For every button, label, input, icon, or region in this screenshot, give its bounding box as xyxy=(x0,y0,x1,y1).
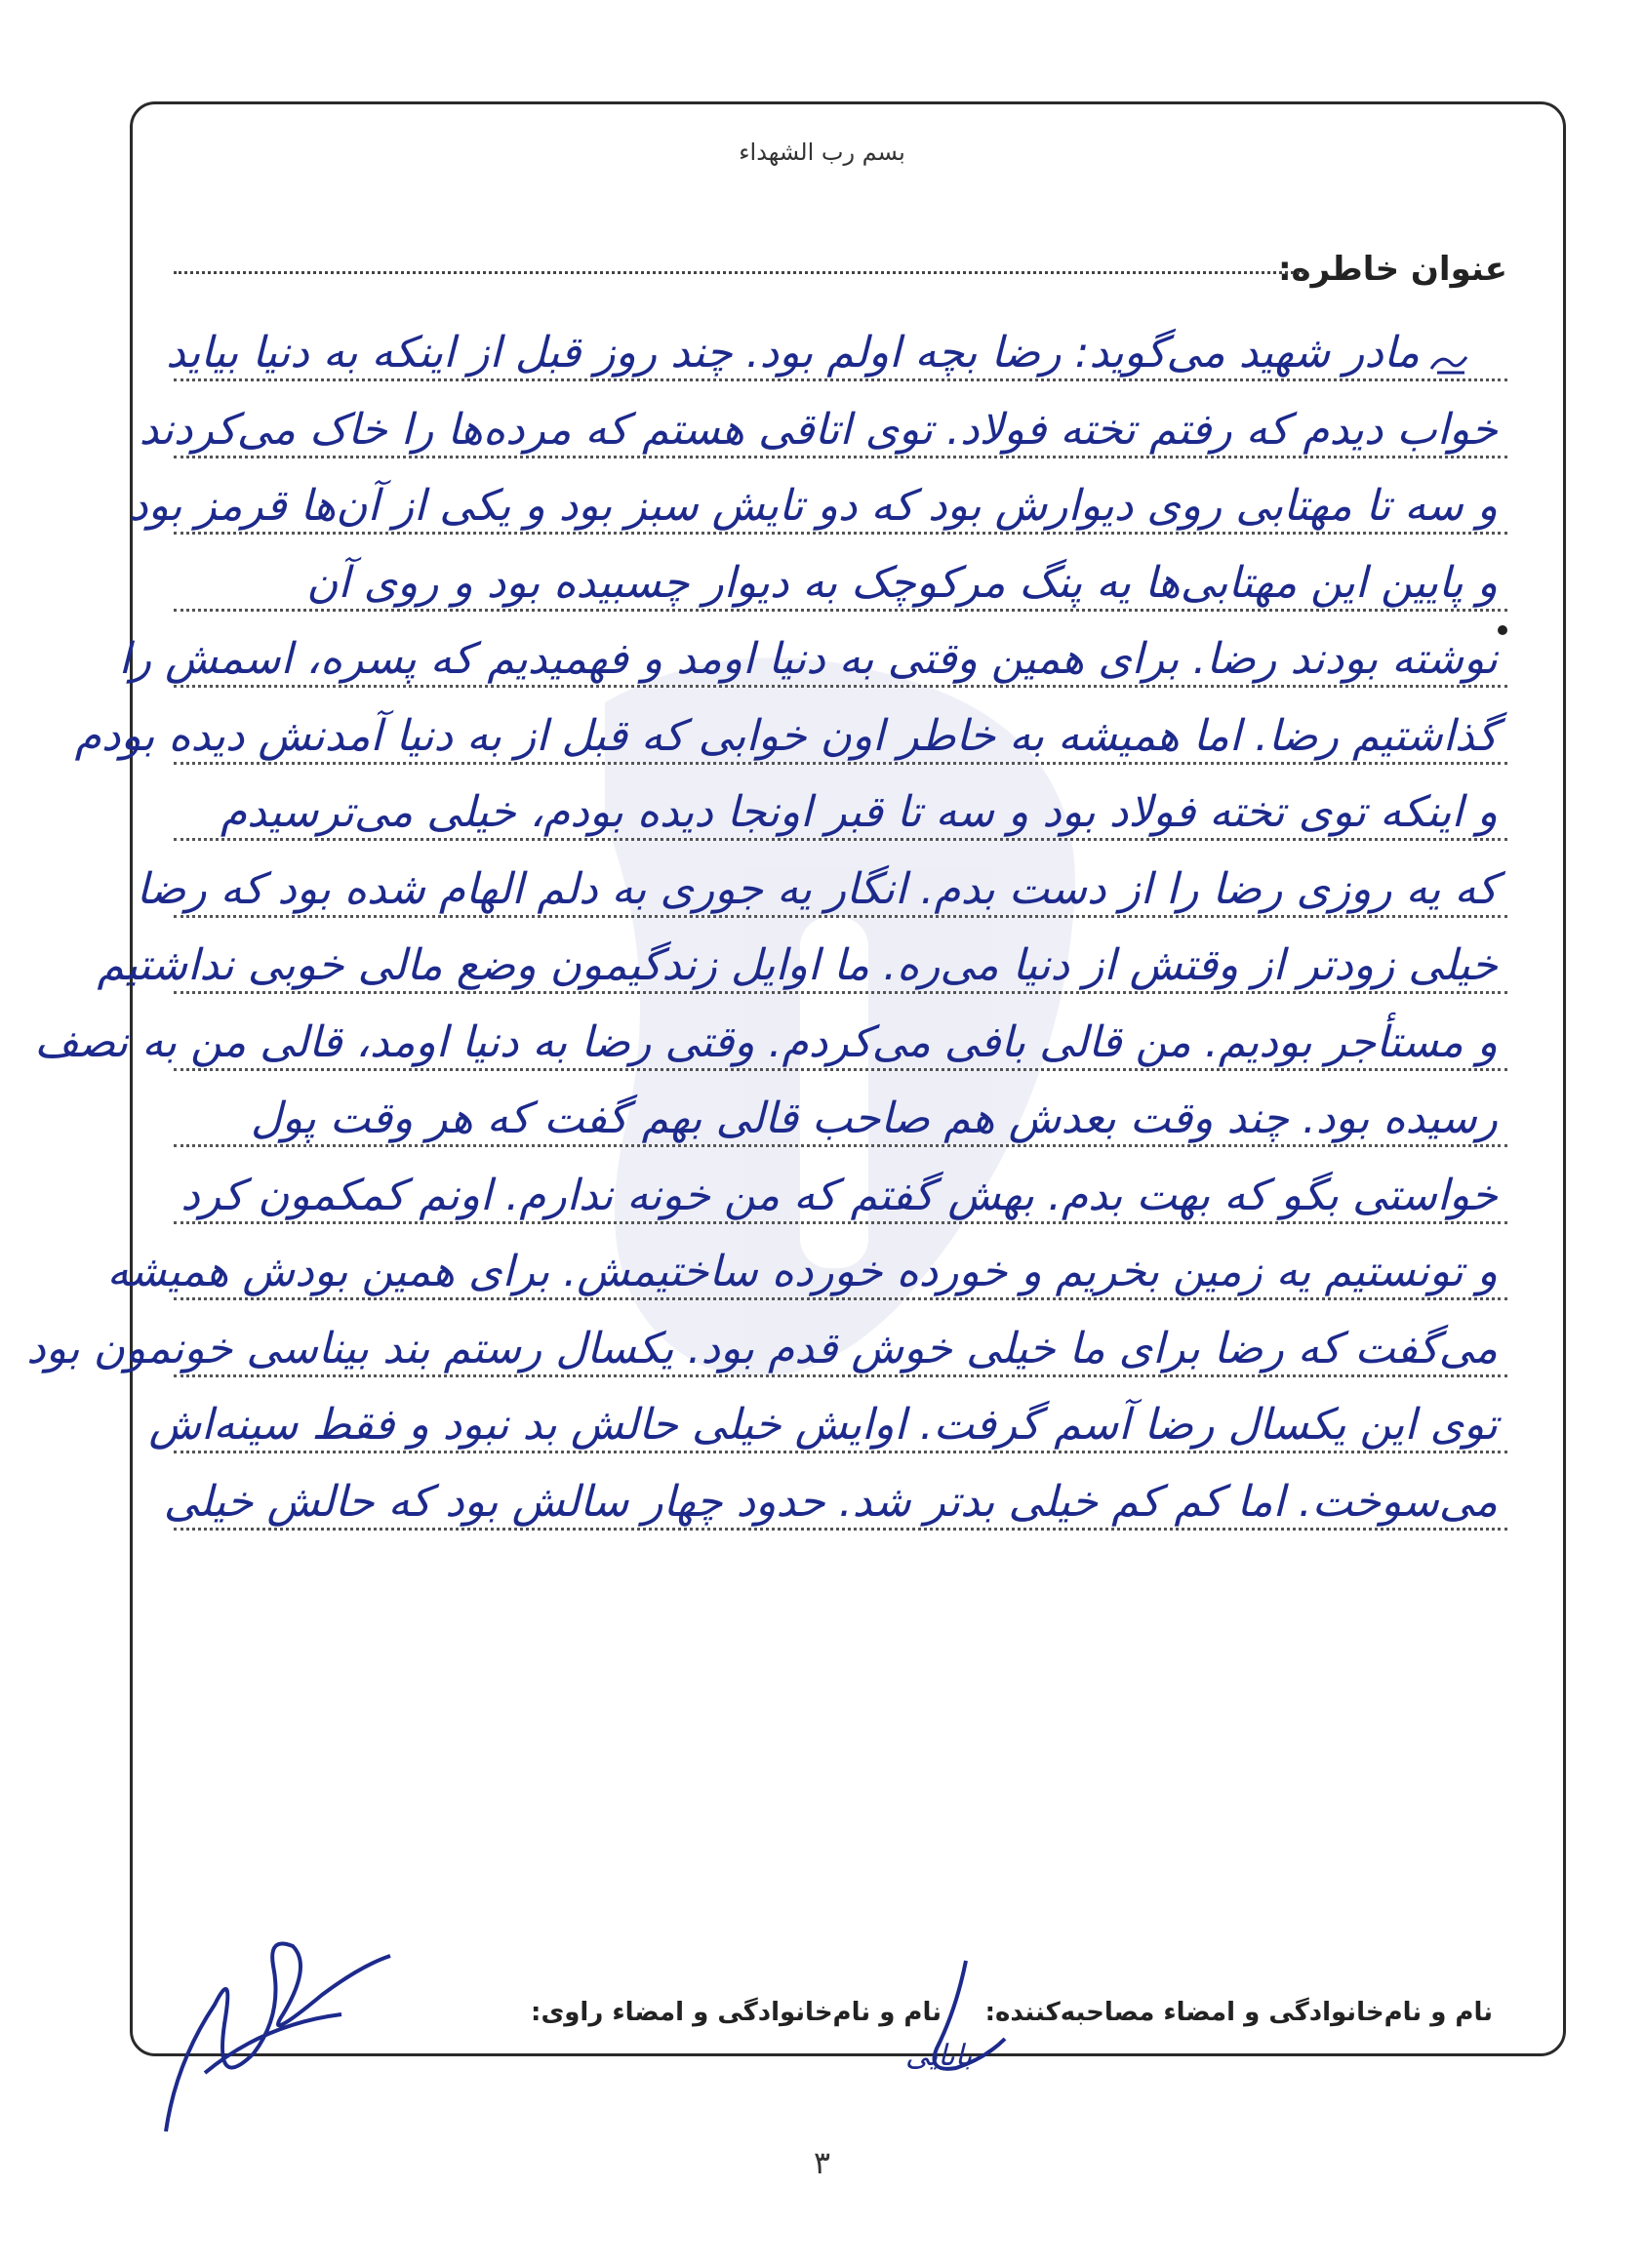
pen-mark-icon xyxy=(1427,349,1470,377)
header-title: بسم رب الشهداء xyxy=(739,139,905,166)
handwritten-line: و مستأجر بودیم. من قالی بافی می‌کردم. وقتی رضا به دنیا اومد، قالی من به نصف xyxy=(34,1017,1498,1067)
handwritten-line: مادر شهید می‌گوید: رضا بچه اولم بود. چند روز قبل از اینکه به دنیا بیاید xyxy=(166,328,1420,378)
ruled-line xyxy=(174,1297,1507,1300)
handwritten-line: نوشته بودند رضا. برای همین وقتی به دنیا اومد و فهمیدیم که پسره، اسمش را xyxy=(118,634,1498,684)
ruled-line xyxy=(174,1374,1507,1377)
handwritten-line: و سه تا مهتابی روی دیوارش بود که دو تایش سبز بود و یکی از آن‌ها قرمز بود xyxy=(128,481,1498,531)
handwritten-line: و پایین این مهتابی‌ها یه پنگ مرکوچک به دیوار چسبیده بود و روی آن xyxy=(306,558,1498,608)
handwritten-line: گذاشتیم رضا. اما همیشه به خاطر اون خوابی که قبل از به دنیا آمدنش دیده بودم xyxy=(74,711,1498,761)
handwritten-line: رسیده بود. چند وقت بعدش هم صاحب قالی بهم گفت که هر وقت پول xyxy=(250,1094,1498,1143)
handwritten-line: خیلی زودتر از وقتش از دنیا می‌ره. ما اوایل زندگیمون وضع مالی خوبی نداشتیم xyxy=(97,940,1498,990)
interviewer-signature-label: نام و نام‌خانوادگی و امضاء مصاحبه‌کننده: xyxy=(984,1998,1493,2027)
handwritten-line: می‌سوخت. اما کم کم خیلی بدتر شد. حدود چهار سالش بود که حالش خیلی xyxy=(163,1477,1498,1527)
handwritten-line: که یه روزی رضا را از دست بدم. انگار یه جوری به دلم الهام شده بود که رضا xyxy=(136,864,1498,914)
interviewer-name: بابایی xyxy=(905,2039,973,2073)
ruled-line xyxy=(174,1528,1507,1531)
handwritten-line: خواب دیدم که رفتم تخته فولاد. توی اتاقی هستم که مرده‌ها را خاک می‌کردند xyxy=(139,405,1498,455)
ruled-line xyxy=(174,1068,1507,1071)
ruled-line xyxy=(174,532,1507,535)
ruled-line xyxy=(174,378,1507,381)
ruled-line xyxy=(174,1451,1507,1453)
ruled-line xyxy=(174,1221,1507,1224)
handwritten-line: خواستی بگو که بهت بدم. بهش گفتم که من خونه ندارم. اونم کمکمون کرد xyxy=(180,1171,1498,1220)
page-number: ۳ xyxy=(813,2144,831,2181)
ruled-line xyxy=(174,1144,1507,1147)
handwritten-line: می‌گفت که رضا برای ما خیلی خوش قدم بود. یکسال رستم بند بیناسی خونمون بود xyxy=(26,1324,1498,1373)
ink-dot xyxy=(1498,625,1507,635)
ruled-line xyxy=(174,838,1507,841)
handwritten-line: و اینکه توی تخته فولاد بود و سه تا قبر اونجا دیده بودم، خیلی می‌ترسیدم xyxy=(220,787,1498,837)
handwritten-line: و تونستیم یه زمین بخریم و خورده خورده ساختیمش. برای همین بودش همیشه xyxy=(106,1247,1498,1296)
handwritten-line: توی این یکسال رضا آسم گرفت. اوایش خیلی حالش بد نبود و فقط سینه‌اش xyxy=(148,1400,1498,1450)
ruled-line xyxy=(174,685,1507,688)
narrator-signature xyxy=(146,1907,400,2151)
ruled-line xyxy=(174,991,1507,994)
ruled-line xyxy=(174,609,1507,612)
ruled-line xyxy=(174,762,1507,765)
narrator-signature-label: نام و نام‌خانوادگی و امضاء راوی: xyxy=(531,1998,942,2027)
ruled-line xyxy=(174,456,1507,458)
memory-title-field xyxy=(174,256,1304,274)
ruled-line xyxy=(174,915,1507,918)
memory-title-label: عنوان خاطره: xyxy=(1277,250,1507,289)
